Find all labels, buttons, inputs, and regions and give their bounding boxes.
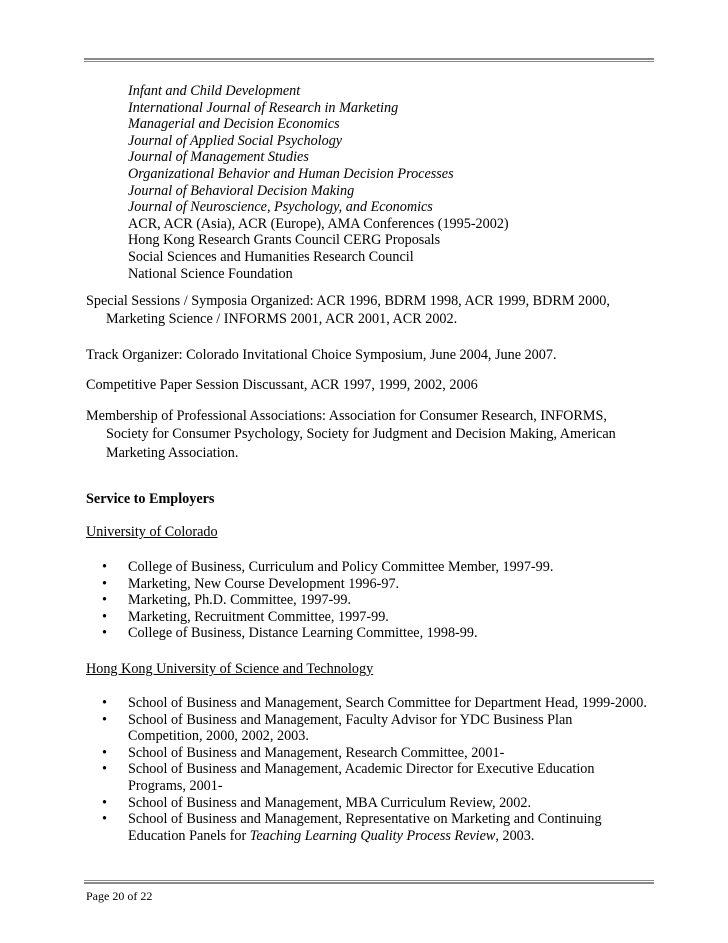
review-item: Social Sciences and Humanities Research Council — [128, 248, 414, 265]
header-rule — [84, 58, 654, 62]
special-sessions-line1: Special Sessions / Symposia Organized: ACR 1996, BDRM 1998, ACR 1999, BDRM 2000, — [86, 293, 610, 309]
list-item: • Marketing, New Course Development 1996-97. — [102, 575, 400, 592]
bullet-icon: • — [102, 559, 107, 575]
bullet-icon: • — [102, 711, 107, 728]
review-item: Hong Kong Research Grants Council CERG Proposals — [128, 232, 441, 249]
journal-item: Managerial and Decision Economics — [128, 116, 340, 133]
journal-item: Journal of Behavioral Decision Making — [128, 182, 355, 199]
membership-line3: Marketing Association. — [106, 444, 239, 461]
discussant: Competitive Paper Session Discussant, ACR 1997, 1999, 2002, 2006 — [86, 377, 478, 393]
list-item: • Marketing, Recruitment Committee, 1997-99. — [102, 608, 389, 625]
list-item: • Marketing, Ph.D. Committee, 1997-99. — [102, 592, 352, 609]
review-item: National Science Foundation — [128, 265, 293, 282]
special-sessions — [86, 292, 656, 329]
hkust-title: Hong Kong University of Science and Technology — [86, 661, 374, 677]
journal-item: International Journal of Research in Marketing — [128, 99, 399, 116]
colorado-title: University of Colorado — [86, 524, 218, 540]
journal-item: Journal of Management Studies — [128, 149, 309, 166]
review-item: ACR, ACR (Asia), ACR (Europe), AMA Conferences (1995-2002) — [128, 215, 509, 232]
bullet-icon: • — [102, 625, 107, 642]
list-item: • College of Business, Curriculum and Policy Committee Member, 1997-99. — [102, 559, 554, 575]
list-item: • School of Business and Management, Faculty Advisor for YDC Business Plan Competition, 2000, 2002, 2003. — [102, 711, 573, 745]
list-item: • College of Business, Distance Learning Committee, 1998-99. — [102, 625, 478, 642]
bullet-icon: • — [102, 608, 107, 625]
membership-line2: Society for Consumer Psychology, Society for Judgment and Decision Making, American — [106, 426, 616, 443]
journal-item: Organizational Behavior and Human Decision Processes — [128, 165, 454, 182]
last-item-line2: Education Panels for Teaching Learning Quality Process Review, 2003. — [128, 827, 535, 844]
journal-item: Journal of Applied Social Psychology — [128, 132, 343, 149]
list-item: • School of Business and Management, Search Committee for Department Head, 1999-2000. — [102, 695, 647, 711]
bullet-icon: • — [102, 794, 107, 811]
list-item: • School of Business and Management, Academic Director for Executive Education Programs, 2001- — [102, 761, 595, 794]
bullet-icon: • — [102, 575, 107, 592]
reviewing-list — [128, 83, 668, 282]
journal-item: Journal of Neuroscience, Psychology, and Economics — [128, 199, 433, 216]
service-heading: Service to Employers — [86, 491, 215, 507]
list-item: • School of Business and Management, Representative on Marketing and Continuing Education Panels for Teaching Learning Quality Process Review, 2003. — [100, 811, 670, 844]
page-number: Page 20 of 22 — [86, 889, 153, 903]
membership-line1: Membership of Professional Associations: Association for Consumer Research, INFORMS, — [86, 408, 607, 424]
bullet-icon: • — [102, 761, 107, 778]
list-item: • School of Business and Management, MBA Curriculum Review, 2002. — [102, 794, 531, 811]
journal-item: Infant and Child Development — [128, 83, 301, 99]
bullet-icon: • — [102, 811, 107, 828]
membership — [86, 407, 656, 462]
bullet-icon: • — [102, 744, 107, 761]
colorado-list — [100, 559, 670, 642]
track-organizer: Track Organizer: Colorado Invitational Choice Symposium, June 2004, June 2007. — [86, 347, 557, 363]
bullet-icon: • — [102, 695, 107, 711]
special-sessions-line2: Marketing Science / INFORMS 2001, ACR 2001, ACR 2002. — [106, 311, 458, 328]
hkust-list — [100, 695, 670, 844]
footer-rule — [84, 880, 654, 884]
list-item: • School of Business and Management, Research Committee, 2001- — [102, 744, 505, 761]
bullet-icon: • — [102, 592, 107, 609]
